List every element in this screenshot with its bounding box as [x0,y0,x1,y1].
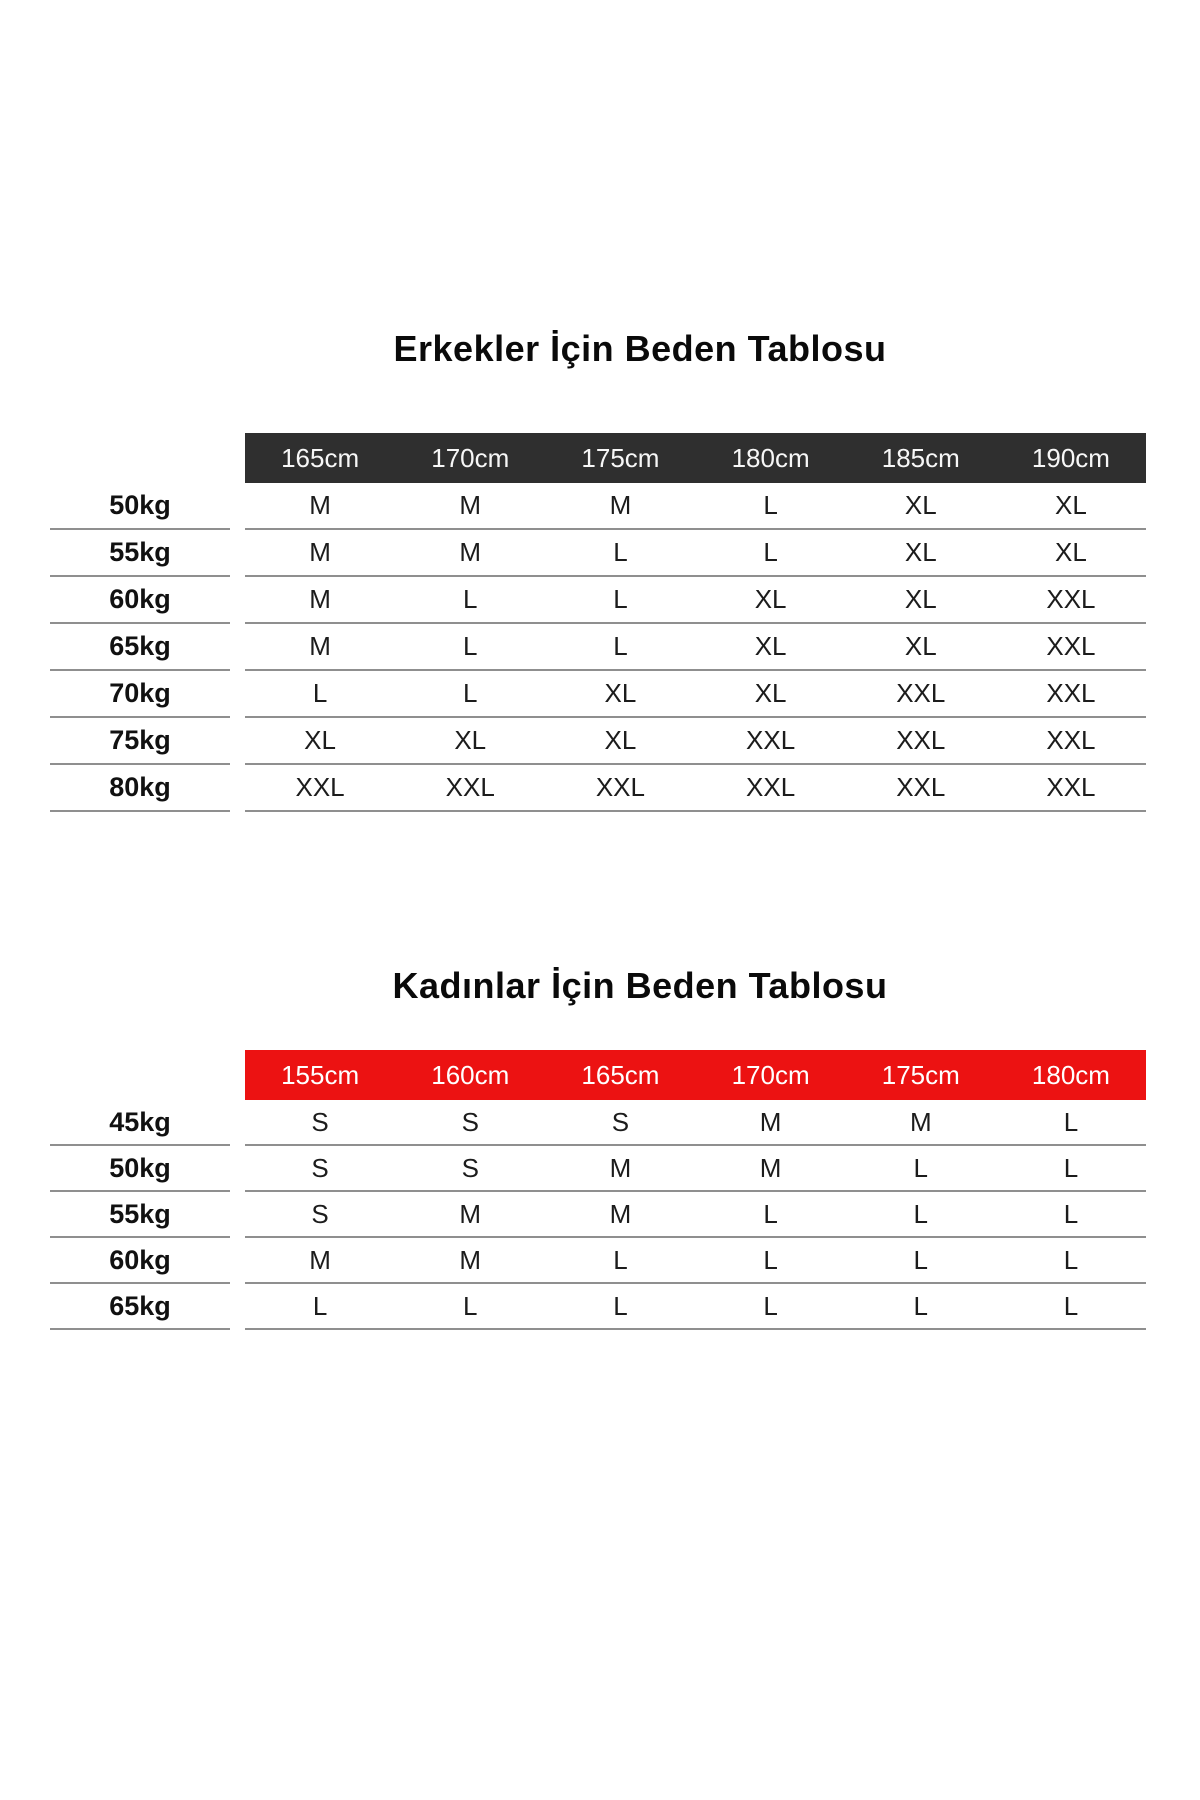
size-value: S [311,1106,329,1137]
men-height-header-bar [245,433,1146,483]
table-row [50,1238,1146,1284]
column-gap [230,530,245,577]
size-value: S [311,1198,329,1229]
size-value: M [459,1244,482,1275]
height-column-header: 185cm [881,442,960,473]
height-column-header: 160cm [431,1059,510,1090]
column-gap [230,483,245,530]
column-gap [230,577,245,624]
size-value: XL [604,678,637,708]
size-value: XL [454,725,487,755]
weight-row-label: 60kg [50,1238,230,1284]
size-value: M [609,1152,632,1183]
size-value: L [312,1290,328,1321]
size-value: L [613,1290,628,1321]
size-value: XL [904,631,937,661]
size-value: L [613,537,628,567]
column-gap [230,671,245,718]
height-column-header: 165cm [281,442,360,473]
size-value: M [609,490,632,520]
table-row [50,530,1146,577]
size-value: XL [904,537,937,567]
size-value: XXL [1046,584,1096,614]
table-row [50,1284,1146,1330]
weight-row-label: 80kg [50,765,230,812]
height-column-header: 190cm [1031,442,1110,473]
size-value: XXL [746,772,796,802]
column-gap [230,1050,245,1100]
height-column-header: 180cm [1031,1059,1110,1090]
weight-row-label: 75kg [50,718,230,765]
size-value: XXL [1046,631,1096,661]
size-value: XXL [896,772,946,802]
size-value: L [463,584,478,614]
corner-spacer [50,433,230,483]
size-value: L [763,1244,778,1275]
table-row [50,624,1146,671]
size-value: M [459,1198,482,1229]
size-value: M [309,537,331,567]
column-gap [230,1146,245,1192]
size-value: L [913,1290,928,1321]
size-value: M [309,490,331,520]
size-value: S [611,1106,630,1137]
weight-row-label: 55kg [50,1192,230,1238]
size-value: L [913,1198,928,1229]
height-column-header: 155cm [281,1059,360,1090]
size-value: M [459,537,482,567]
size-value: L [613,584,628,614]
size-value: XL [1055,490,1087,520]
size-value: L [1063,1244,1079,1275]
weight-row-label: 50kg [50,483,230,530]
size-value: L [463,631,478,661]
size-value: XXL [1046,772,1096,802]
size-value: L [763,490,778,520]
size-value: L [312,678,328,708]
size-value: M [759,1106,782,1137]
size-value: XL [304,725,336,755]
size-value: L [913,1152,928,1183]
size-value: XXL [1046,678,1096,708]
weight-row-label: 50kg [50,1146,230,1192]
column-gap [230,765,245,812]
weight-row-label: 55kg [50,530,230,577]
women-header-row [50,1050,1146,1100]
table-row [50,765,1146,812]
column-gap [230,433,245,483]
column-gap [230,624,245,671]
men-chart-title: Erkekler İçin Beden Tablosu [393,328,887,369]
weight-row-label: 65kg [50,624,230,671]
size-value: M [309,1244,331,1275]
height-column-header: 175cm [581,442,660,473]
size-value: S [311,1152,329,1183]
column-gap [230,1100,245,1146]
size-value: L [763,1198,778,1229]
size-value: L [463,678,478,708]
weight-row-label: 70kg [50,671,230,718]
size-value: L [463,1290,478,1321]
table-row [50,577,1146,624]
size-value: L [1063,1106,1079,1137]
size-value: XL [904,490,937,520]
table-row [50,718,1146,765]
column-gap [230,1284,245,1330]
size-value: XL [1055,537,1087,567]
column-gap [230,1192,245,1238]
size-value: M [759,1152,782,1183]
men-size-table [50,433,1146,812]
size-value: L [1063,1152,1079,1183]
size-value: XL [754,584,787,614]
size-value: S [461,1106,479,1137]
women-chart-title: Kadınlar İçin Beden Tablosu [392,965,888,1006]
corner-spacer [50,1050,230,1100]
size-value: M [909,1106,932,1137]
size-value: XL [604,725,637,755]
weight-row-label: 60kg [50,577,230,624]
size-value: L [613,1244,628,1275]
size-value: L [763,1290,778,1321]
table-row [50,1100,1146,1146]
women-height-header-bar [245,1050,1146,1100]
size-value: XXL [595,772,645,802]
height-column-header: 170cm [731,1059,810,1090]
size-value: XXL [1046,725,1096,755]
size-value: XXL [445,772,495,802]
size-value: L [613,631,628,661]
weight-row-label: 45kg [50,1100,230,1146]
column-gap [230,1238,245,1284]
weight-row-label: 65kg [50,1284,230,1330]
women-size-table [50,1050,1146,1330]
height-column-header: 165cm [581,1059,660,1090]
size-value: L [1063,1290,1079,1321]
size-value: XXL [295,772,345,802]
column-gap [230,718,245,765]
table-row [50,671,1146,718]
size-value: XXL [896,678,946,708]
size-value: XXL [896,725,946,755]
size-value: L [763,537,778,567]
women-rows [50,1100,1146,1330]
height-column-header: 180cm [731,442,810,473]
table-row [50,483,1146,530]
table-row [50,1146,1146,1192]
size-value: XL [754,678,787,708]
men-rows [50,483,1146,812]
size-value: L [1063,1198,1079,1229]
size-value: S [461,1152,479,1183]
size-value: M [309,584,331,614]
height-column-header: 175cm [881,1059,960,1090]
table-row [50,1192,1146,1238]
height-column-header: 170cm [431,442,510,473]
size-value: M [309,631,331,661]
size-value: XL [904,584,937,614]
size-value: XXL [746,725,796,755]
size-value: M [459,490,482,520]
size-value: M [609,1198,632,1229]
men-header-row [50,433,1146,483]
size-value: L [913,1244,928,1275]
size-value: XL [754,631,787,661]
